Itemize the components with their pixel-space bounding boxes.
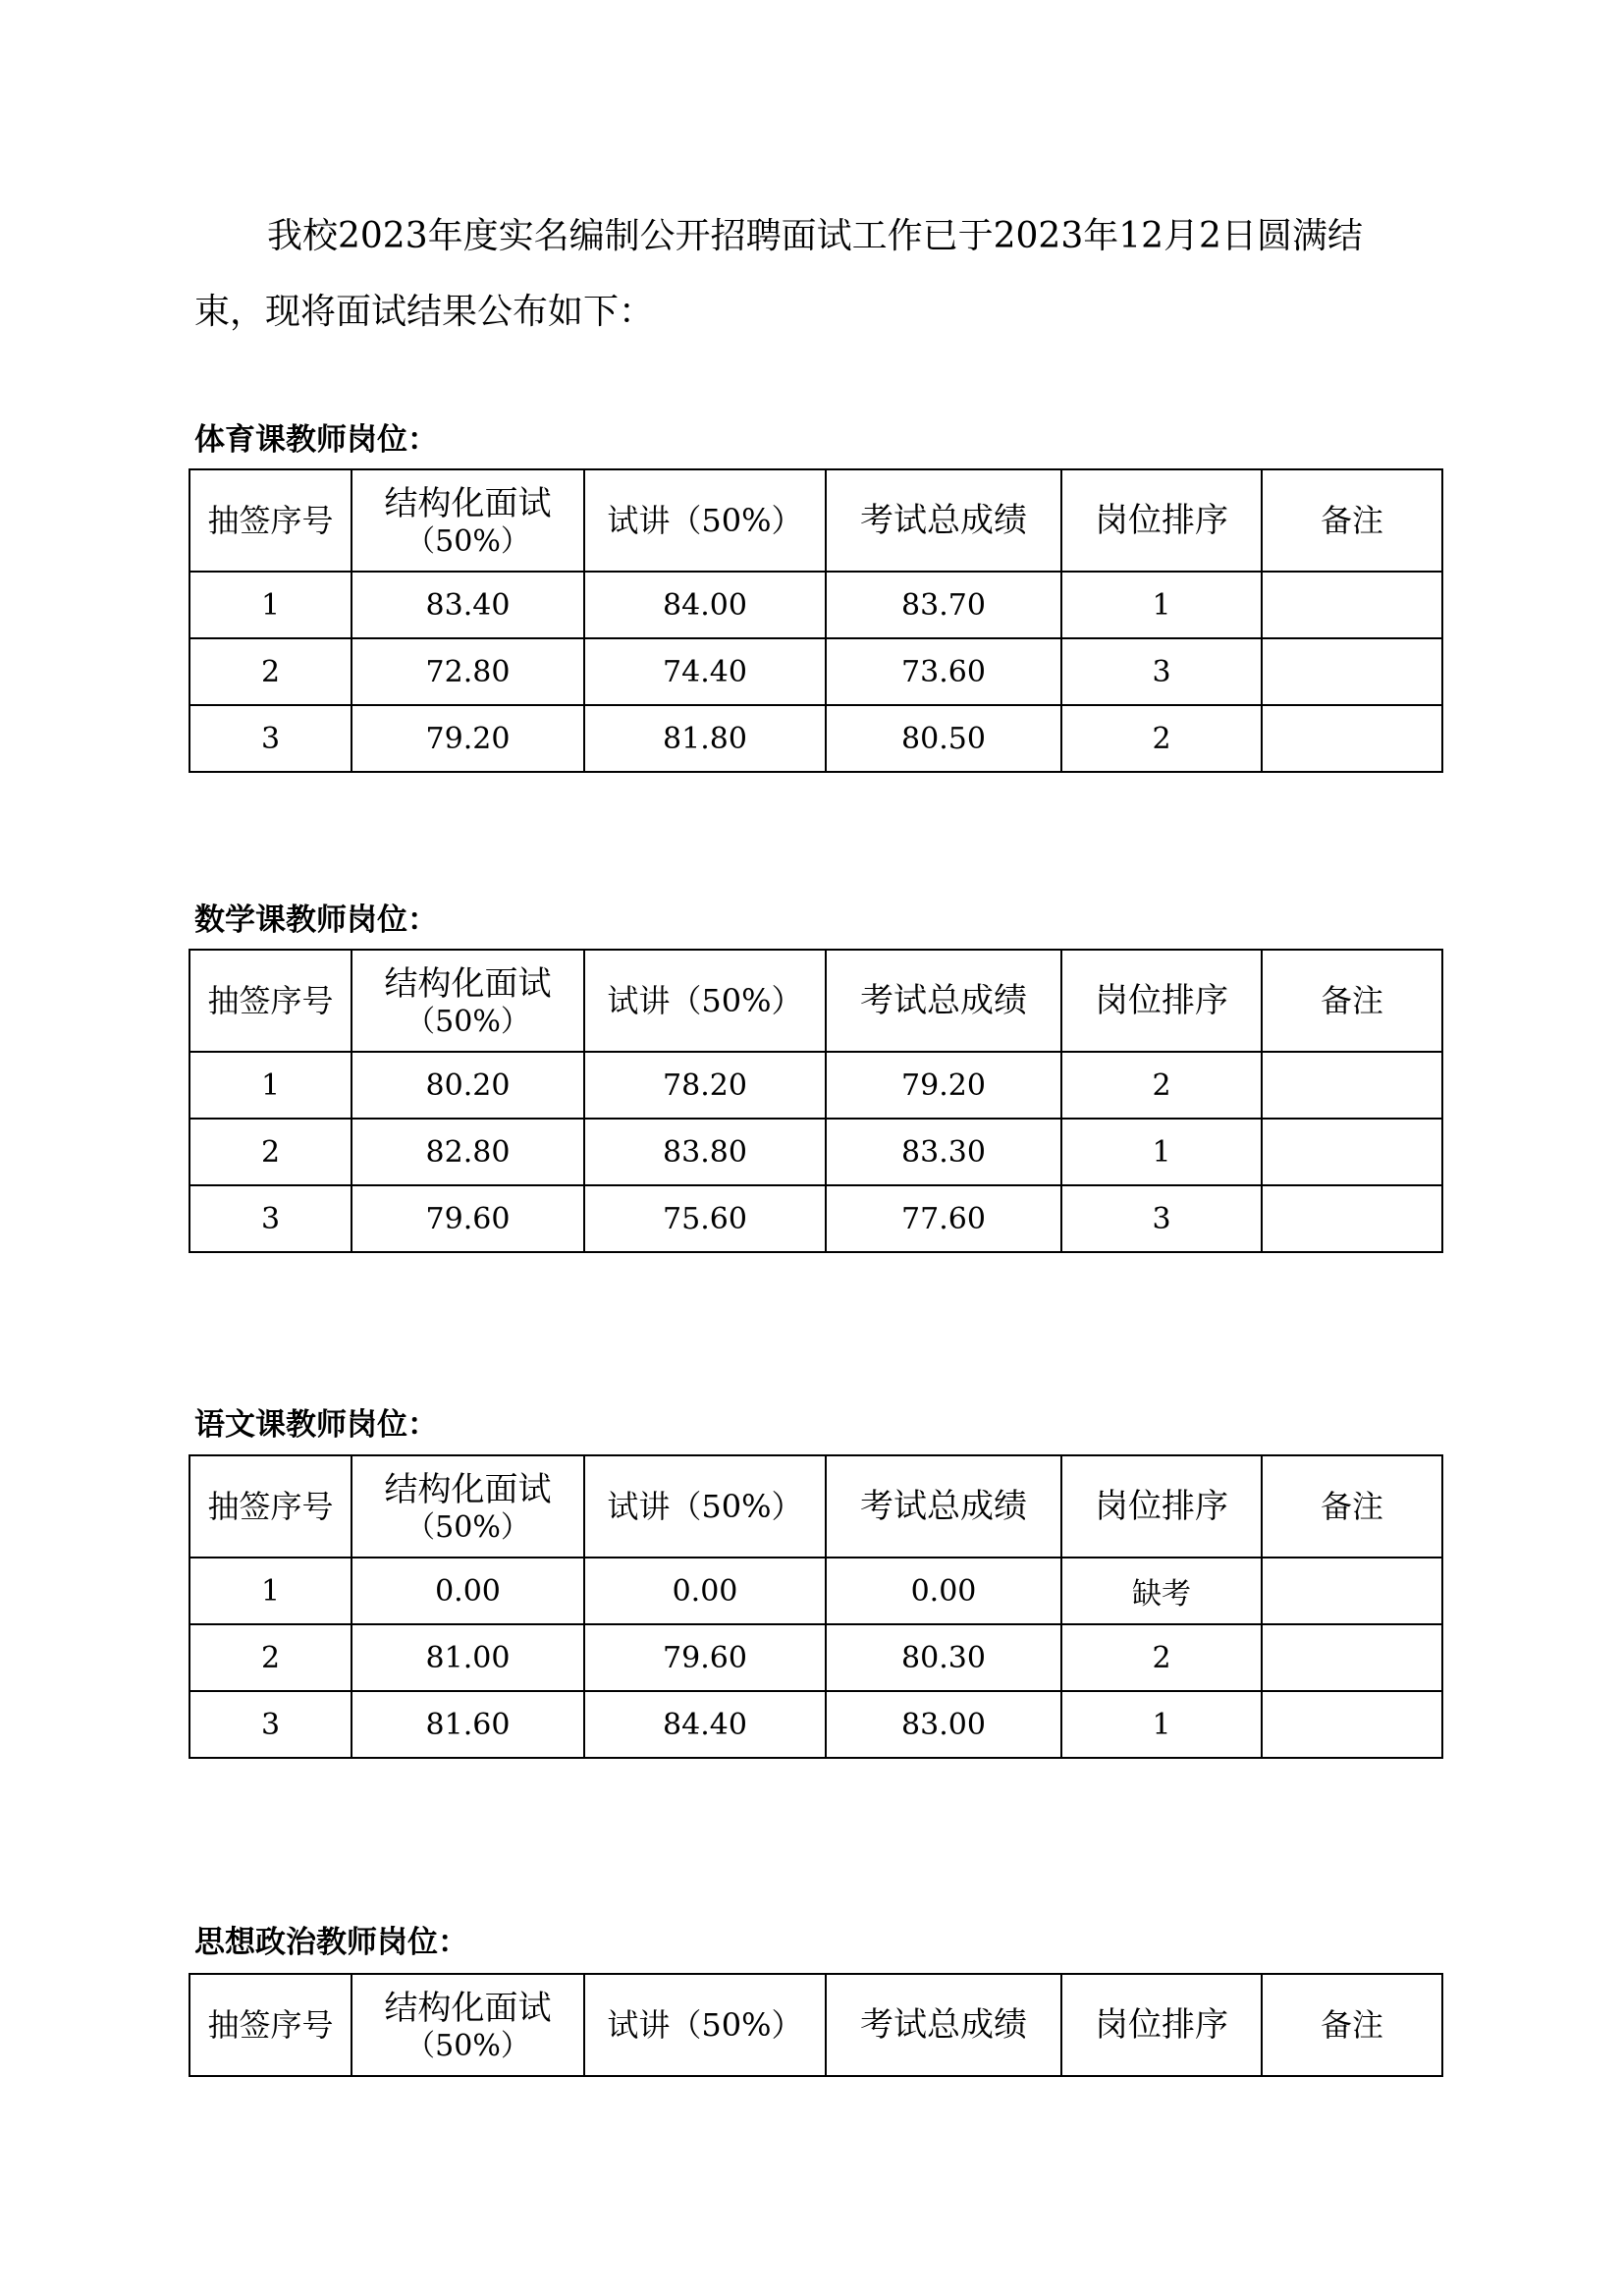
cell-rank: 2 — [1061, 705, 1262, 772]
cell-lecture-score: 74.40 — [584, 638, 826, 705]
header-label: 结构化面试 — [384, 484, 552, 523]
cell-rank: 缺考 — [1061, 1558, 1262, 1624]
cell-total-score: 79.20 — [826, 1052, 1061, 1119]
cell-draw-number: 3 — [189, 1691, 352, 1758]
header-label: 结构化面试 — [384, 1470, 552, 1509]
cell-remarks — [1262, 1052, 1442, 1119]
section-title: 思想政治教师岗位： — [194, 1925, 468, 1960]
header-total-score: 考试总成绩 — [826, 950, 1061, 1052]
header-structured-interview — [352, 1974, 584, 2076]
header-structured-interview — [352, 1455, 584, 1558]
header-total-score: 考试总成绩 — [826, 1974, 1061, 2076]
cell-draw-number: 2 — [189, 1119, 352, 1185]
table-row — [189, 638, 1442, 705]
cell-total-score: 0.00 — [826, 1558, 1061, 1624]
cell-rank: 1 — [1061, 572, 1262, 638]
score-table — [189, 1973, 1443, 2077]
cell-draw-number: 2 — [189, 1624, 352, 1691]
cell-total-score: 80.50 — [826, 705, 1061, 772]
table-row — [189, 1558, 1442, 1624]
cell-remarks — [1262, 1119, 1442, 1185]
cell-structured-score: 81.00 — [352, 1624, 584, 1691]
header-trial-lecture: 试讲（50%） — [584, 950, 826, 1052]
cell-remarks — [1262, 572, 1442, 638]
cell-total-score: 80.30 — [826, 1624, 1061, 1691]
header-weight: （50%） — [406, 1005, 530, 1039]
cell-total-score: 77.60 — [826, 1185, 1061, 1252]
cell-remarks — [1262, 705, 1442, 772]
cell-structured-score: 82.80 — [352, 1119, 584, 1185]
cell-draw-number: 1 — [189, 1558, 352, 1624]
header-row — [189, 469, 1442, 572]
intro-line-1: 我校2023年度实名编制公开招聘面试工作已于2023年12月2日圆满结 — [267, 216, 1363, 256]
section-title: 数学课教师岗位： — [194, 902, 438, 938]
cell-draw-number: 3 — [189, 1185, 352, 1252]
header-trial-lecture: 试讲（50%） — [584, 1455, 826, 1558]
header-structured-interview — [352, 950, 584, 1052]
cell-structured-score: 83.40 — [352, 572, 584, 638]
header-trial-lecture: 试讲（50%） — [584, 1974, 826, 2076]
table-row — [189, 572, 1442, 638]
score-table — [189, 468, 1443, 773]
cell-total-score: 83.70 — [826, 572, 1061, 638]
header-row — [189, 950, 1442, 1052]
cell-total-score: 83.00 — [826, 1691, 1061, 1758]
cell-remarks — [1262, 1624, 1442, 1691]
header-label: 结构化面试 — [384, 1989, 552, 2028]
cell-total-score: 73.60 — [826, 638, 1061, 705]
cell-total-score: 83.30 — [826, 1119, 1061, 1185]
header-trial-lecture: 试讲（50%） — [584, 469, 826, 572]
header-draw-number: 抽签序号 — [189, 469, 352, 572]
header-rank: 岗位排序 — [1061, 1974, 1262, 2076]
cell-lecture-score: 84.40 — [584, 1691, 826, 1758]
header-structured-interview — [352, 469, 584, 572]
score-table — [189, 1454, 1443, 1759]
table-row — [189, 1119, 1442, 1185]
header-row — [189, 1455, 1442, 1558]
cell-draw-number: 3 — [189, 705, 352, 772]
header-row — [189, 1974, 1442, 2076]
header-weight: （50%） — [406, 1510, 530, 1545]
header-label: 结构化面试 — [384, 964, 552, 1004]
cell-draw-number: 2 — [189, 638, 352, 705]
section-title: 语文课教师岗位： — [194, 1407, 438, 1443]
header-remarks: 备注 — [1262, 1455, 1442, 1558]
header-rank: 岗位排序 — [1061, 950, 1262, 1052]
section-title: 体育课教师岗位： — [194, 422, 438, 458]
cell-remarks — [1262, 1185, 1442, 1252]
cell-structured-score: 79.60 — [352, 1185, 584, 1252]
cell-rank: 3 — [1061, 638, 1262, 705]
table-row — [189, 1691, 1442, 1758]
cell-rank: 2 — [1061, 1052, 1262, 1119]
cell-lecture-score: 78.20 — [584, 1052, 826, 1119]
cell-remarks — [1262, 1691, 1442, 1758]
cell-draw-number: 1 — [189, 572, 352, 638]
cell-remarks — [1262, 638, 1442, 705]
intro-line-2: 束，现将面试结果公布如下： — [194, 292, 655, 332]
cell-rank: 1 — [1061, 1691, 1262, 1758]
cell-rank: 2 — [1061, 1624, 1262, 1691]
cell-lecture-score: 81.80 — [584, 705, 826, 772]
table-row — [189, 1185, 1442, 1252]
cell-remarks — [1262, 1558, 1442, 1624]
cell-draw-number: 1 — [189, 1052, 352, 1119]
table-row — [189, 705, 1442, 772]
header-weight: （50%） — [406, 2029, 530, 2063]
header-rank: 岗位排序 — [1061, 469, 1262, 572]
header-total-score: 考试总成绩 — [826, 469, 1061, 572]
score-table — [189, 949, 1443, 1253]
cell-structured-score: 0.00 — [352, 1558, 584, 1624]
cell-rank: 1 — [1061, 1119, 1262, 1185]
cell-lecture-score: 75.60 — [584, 1185, 826, 1252]
cell-lecture-score: 84.00 — [584, 572, 826, 638]
header-draw-number: 抽签序号 — [189, 1974, 352, 2076]
cell-lecture-score: 0.00 — [584, 1558, 826, 1624]
header-remarks: 备注 — [1262, 950, 1442, 1052]
header-draw-number: 抽签序号 — [189, 950, 352, 1052]
cell-lecture-score: 79.60 — [584, 1624, 826, 1691]
cell-rank: 3 — [1061, 1185, 1262, 1252]
cell-structured-score: 72.80 — [352, 638, 584, 705]
header-rank: 岗位排序 — [1061, 1455, 1262, 1558]
header-draw-number: 抽签序号 — [189, 1455, 352, 1558]
table-row — [189, 1052, 1442, 1119]
header-remarks: 备注 — [1262, 1974, 1442, 2076]
cell-structured-score: 79.20 — [352, 705, 584, 772]
header-remarks: 备注 — [1262, 469, 1442, 572]
cell-structured-score: 81.60 — [352, 1691, 584, 1758]
cell-structured-score: 80.20 — [352, 1052, 584, 1119]
header-total-score: 考试总成绩 — [826, 1455, 1061, 1558]
table-row — [189, 1624, 1442, 1691]
cell-lecture-score: 83.80 — [584, 1119, 826, 1185]
header-weight: （50%） — [406, 524, 530, 559]
